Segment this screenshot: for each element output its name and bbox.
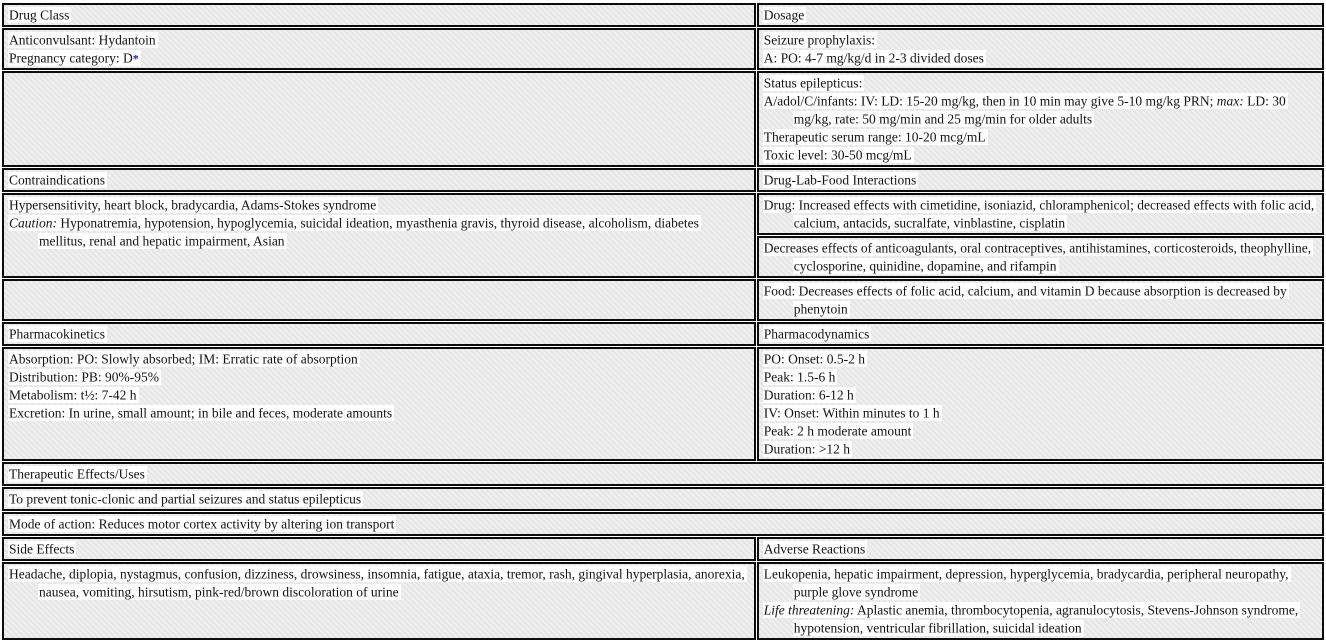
therapeutic-header-row [2, 462, 1324, 486]
drug-interactions-cell [757, 193, 1324, 235]
contraindications-header-cell [2, 168, 756, 192]
side-effects-cell [2, 562, 756, 640]
header-row-mid1 [2, 168, 1324, 192]
header-row-mid2 [2, 322, 1324, 346]
drug-lab-food-header-label: Drug-Lab-Food Interactions [763, 172, 917, 187]
mode-of-action-text: Mode of action: Reduces motor cortex activity by altering ion transport [9, 516, 395, 531]
pharmacokinetics-header-cell [2, 322, 756, 346]
prophylaxis-dose-line: A: PO: 4-7 mg/kg/d in 2-3 divided doses [763, 50, 984, 65]
decreased-effects-cell [757, 236, 1324, 278]
iv-peak-line: Peak: 2 h moderate amount [763, 423, 912, 438]
po-peak-line: Peak: 1.5-6 h [763, 369, 836, 384]
header-row-top [2, 3, 1324, 27]
therapeutic-effects-header-cell [2, 462, 1324, 486]
contraindications-cell [2, 193, 756, 278]
food-interactions-row [2, 279, 1324, 321]
adverse-reactions-header-label: Adverse Reactions [763, 541, 866, 556]
pharmacodynamics-cell [757, 347, 1324, 461]
therapeutic-uses-text: To prevent tonic-clonic and partial seizures and status epilepticus [9, 491, 362, 506]
status-epilepticus-cell [757, 71, 1324, 167]
drug-lab-food-header-cell [757, 168, 1324, 192]
max-label: max: [1216, 93, 1244, 108]
caution-label: Caution: [9, 215, 58, 230]
decreased-effects-paragraph: Decreases effects of anticoagulants, oral contraceptives, antihistamines, corticosteroids, theophylline, cyclosporine, quinidine, dopamine, and rifampin [763, 240, 1312, 273]
distribution-line: Distribution: PB: 90%-95% [9, 369, 160, 384]
kinetics-dynamics-row [2, 347, 1324, 461]
status-dose-paragraph: A/adol/C/infants: IV: LD: 15-20 mg/kg, then in 10 min may give 5-10 mg/kg PRN; max: LD: 30 mg/kg, rate: 50 mg/min and 25 mg/min for older adults [763, 93, 1286, 126]
pharmacokinetics-cell [2, 347, 756, 461]
mode-of-action-cell [2, 512, 1324, 536]
drug-class-line: Anticonvulsant: Hydantoin [9, 32, 156, 47]
pregnancy-category-text: Pregnancy category: D [9, 50, 133, 65]
contraindications-header-label: Contraindications [9, 172, 105, 187]
side-effects-header-cell [2, 537, 756, 561]
life-threatening-paragraph: Life threatening: Aplastic anemia, thrombocytopenia, agranulocytosis, Stevens-Johnson syndrome, hypotension, ventricular fibrillation, suicidal ideation [763, 602, 1299, 635]
caution-paragraph: Caution: Hyponatremia, hypotension, hypoglycemia, suicidal ideation, myasthenia gravis, thyroid disease, alcoholism, diabetes mellitus, renal and hepatic impairment, Asian [9, 215, 699, 248]
po-onset-line: PO: Onset: 0.5-2 h [763, 351, 865, 366]
status-epilepticus-row [2, 71, 1324, 167]
effects-reactions-row [2, 562, 1324, 640]
pharmacokinetics-header-label: Pharmacokinetics [9, 326, 105, 341]
drug-interactions-paragraph: Drug: Increased effects with cimetidine, isoniazid, chloramphenicol; decreased effects with folic acid, calcium, antacids, sucralfate, vinblastine, cisplatin [763, 197, 1315, 230]
dosage-header-label: Dosage [763, 7, 805, 22]
prophylaxis-title-line: Seizure prophylaxis: [763, 32, 876, 47]
drug-monograph-table [1, 2, 1325, 641]
dosage-header-cell [757, 3, 1324, 27]
absorption-line: Absorption: PO: Slowly absorbed; IM: Erratic rate of absorption [9, 351, 358, 366]
po-duration-line: Duration: 6-12 h [763, 387, 854, 402]
drug-class-header-label: Drug Class [9, 7, 70, 22]
excretion-line: Excretion: In urine, small amount; in bile and feces, moderate amounts [9, 405, 393, 420]
mode-of-action-row [2, 512, 1324, 536]
serum-range-line: Therapeutic serum range: 10-20 mcg/mL [763, 129, 986, 144]
empty-cell-left-2 [2, 279, 756, 321]
pharmacodynamics-header-label: Pharmacodynamics [763, 326, 870, 341]
pregnancy-footnote-mark[interactable]: * [132, 51, 139, 65]
life-threatening-label: Life threatening: [763, 602, 855, 617]
side-effects-header-label: Side Effects [9, 541, 75, 556]
empty-cell-left-1 [2, 71, 756, 167]
drug-class-row [2, 28, 1324, 70]
therapeutic-uses-cell [2, 487, 1324, 511]
contraindications-row [2, 193, 1324, 235]
adverse-reactions-paragraph: Leukopenia, hepatic impairment, depression, hyperglycemia, bradycardia, peripheral neuropathy, purple glove syndrome [763, 566, 1289, 599]
contraindications-line: Hypersensitivity, heart block, bradycardia, Adams-Stokes syndrome [9, 197, 377, 212]
iv-duration-line: Duration: >12 h [763, 441, 851, 456]
food-interactions-cell [757, 279, 1324, 321]
therapeutic-uses-row [2, 487, 1324, 511]
food-interactions-paragraph: Food: Decreases effects of folic acid, calcium, and vitamin D because absorption is decreased by phenytoin [763, 283, 1287, 316]
header-row-bottom [2, 537, 1324, 561]
metabolism-line: Metabolism: t½: 7-42 h [9, 387, 137, 402]
toxic-level-line: Toxic level: 30-50 mcg/mL [763, 147, 912, 162]
drug-class-cell [2, 28, 756, 70]
side-effects-paragraph: Headache, diplopia, nystagmus, confusion, dizziness, drowsiness, insomnia, fatigue, ataxia, tremor, rash, gingival hyperplasia, anorexia, nausea, vomiting, hirsutism, pink-red/brown discoloration of urine [9, 566, 745, 599]
pregnancy-category-line [8, 49, 748, 67]
adverse-reactions-header-cell [757, 537, 1324, 561]
iv-onset-line: IV: Onset: Within minutes to 1 h [763, 405, 940, 420]
status-title-line: Status epilepticus: [763, 75, 863, 90]
therapeutic-effects-header-label: Therapeutic Effects/Uses [9, 466, 145, 481]
adverse-reactions-cell [757, 562, 1324, 640]
drug-class-header-cell [2, 3, 756, 27]
pharmacodynamics-header-cell [757, 322, 1324, 346]
seizure-prophylaxis-cell [757, 28, 1324, 70]
